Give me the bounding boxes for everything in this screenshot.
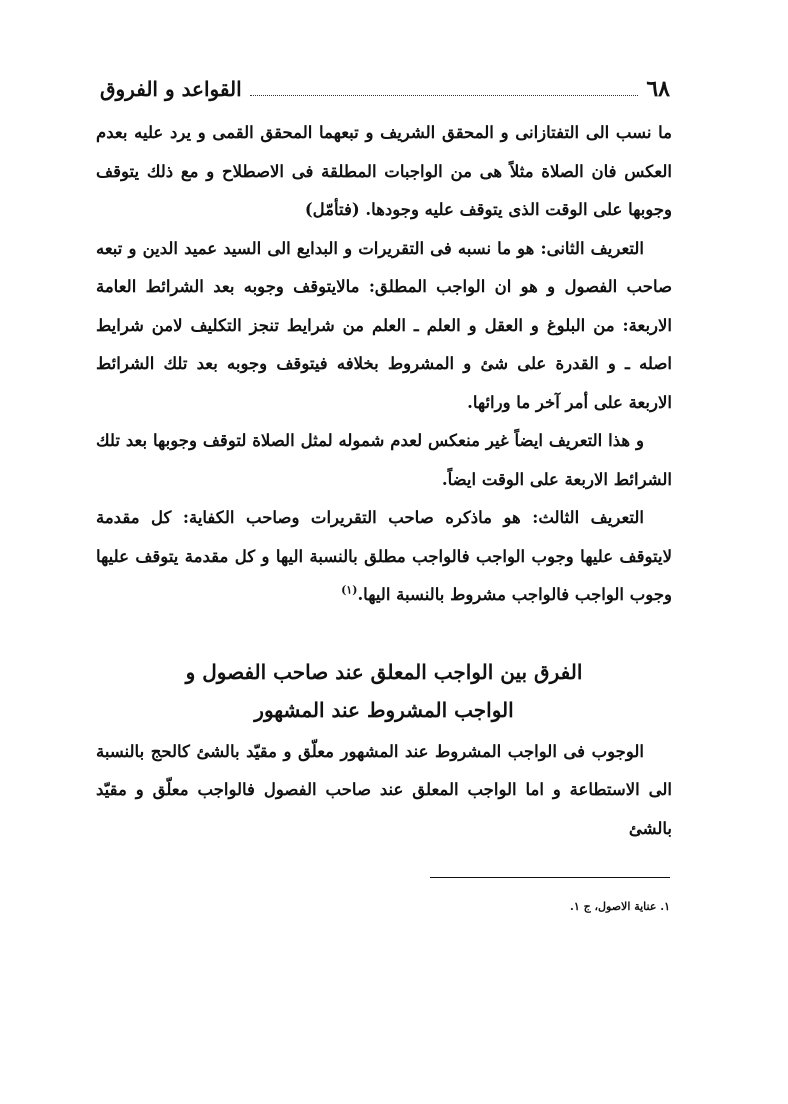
footnote-separator (430, 877, 670, 878)
paragraph-2: التعريف الثانى: هو ما نسبه فى التقريرات و البدايع الى السيد عميد الدين و تبعه صاحب الفصول و هو ان الواجب المطلق: مالايتوقف وجوبه بعد الشرائط العامة الاربعة: من البلوغ و العقل و العلم ـ العلم من شرايط تنجز التكليف لامن شرايط اصله ـ و القدرة على شئ و المشروط بخلافه فيتوقف وجوبه بعد تلك الشرائط الاربعة على أمر آخر ما ورائها. (96, 238, 672, 412)
section-heading-line-1: الفرق بين الواجب المعلق عند صاحب الفصول و (185, 659, 583, 684)
footnote-marker: (١) (341, 583, 358, 597)
section-heading-line-2: الواجب المشروط عند المشهور (254, 697, 514, 722)
paragraph-3: و هذا التعريف ايضاً غير منعكس لعدم شموله لمثل الصلاة لتوقف وجوبها بعد تلك الشرائط الاربعة على الوقت ايضاً. (96, 431, 672, 489)
paragraph-4-text: التعريف الثالث: هو ماذكره صاحب التقريرات وصاحب الكفاية: كل مقدمة لايتوقف عليها وجوب الواجب فالواجب مطلق بالنسبة اليها و كل مقدمة يتوقف عليها وجوب الواجب فالواجب مشروط بالنسبة اليها. (96, 508, 672, 604)
page-number: ٦٨ (646, 76, 670, 102)
footnote: ١. عناية الاصول، ج ١. (569, 900, 670, 913)
main-text (96, 114, 672, 848)
paragraph-5: الوجوب فى الواجب المشروط عند المشهور معلّق و مقيّد بالشئ كالحج بالنسبة الى الاستطاعة و اما الواجب المعلق عند صاحب الفصول فالواجب معلّق و مقيّد بالشئ (96, 741, 672, 838)
running-title: القواعد و الفروق (100, 77, 242, 101)
paragraph-1: ما نسب الى التفتازانى و المحقق الشريف و تبعهما المحقق القمى و يرد عليه بعدم العكس فان الصلاة مثلاً هى من الواجبات المطلقة فى الاصطلاح و مع ذلك يتوقف وجوبها على الوقت الذى يتوقف عليه وجودها. (فتأمّل) (96, 123, 672, 219)
paragraph-4 (96, 499, 672, 615)
section-heading (96, 653, 672, 729)
header-dotted-leader (250, 94, 639, 96)
page-header (100, 68, 670, 104)
